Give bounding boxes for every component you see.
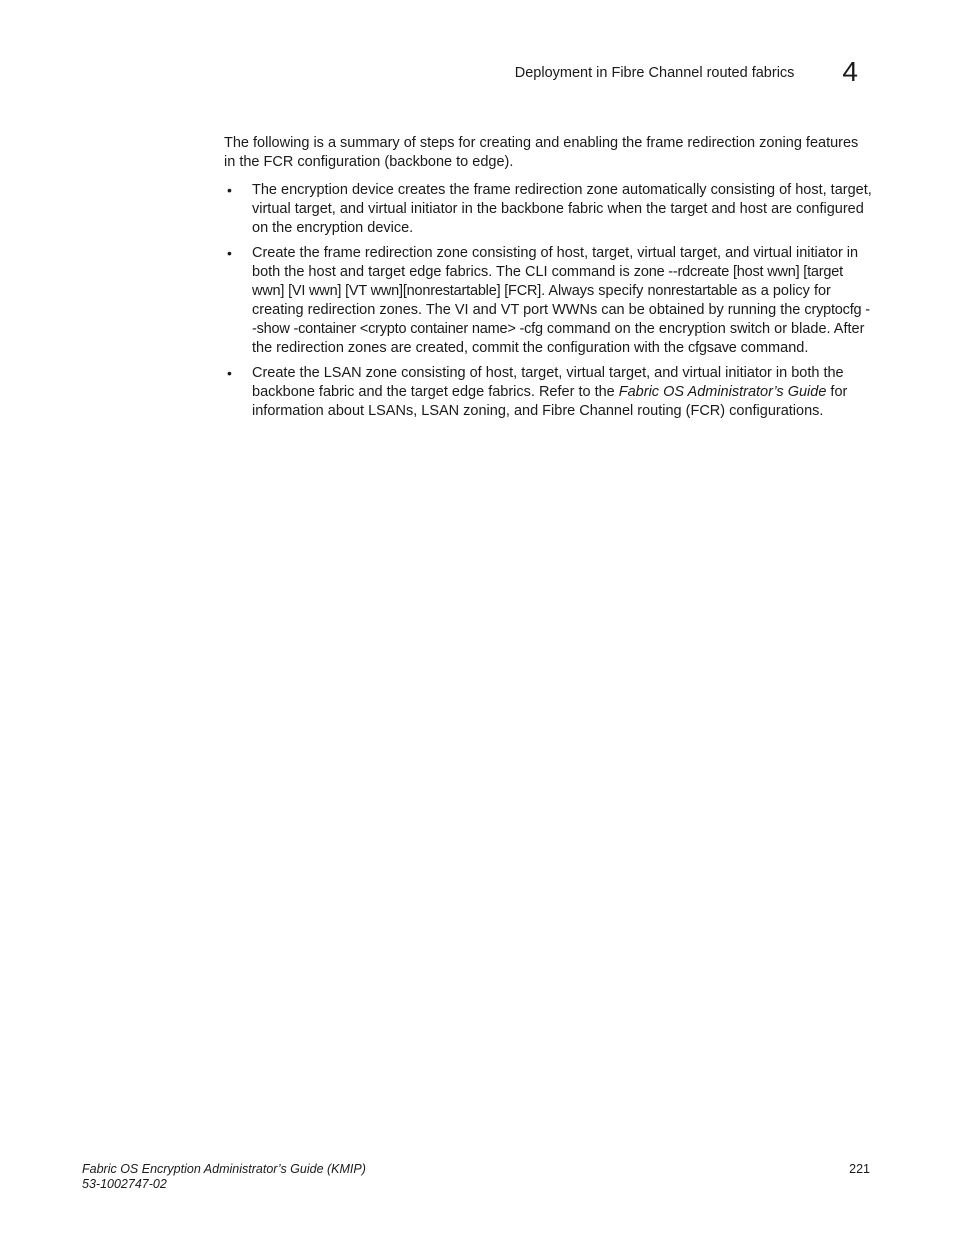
- list-item: [224, 364, 872, 421]
- step-text: for information about LSANs, LSAN zoning, and Fibre Channel routing (FCR) configurations.: [252, 384, 848, 419]
- guide-reference: Fabric OS Administrator’s Guide: [618, 384, 827, 400]
- cfgsave-command: cfgsave: [688, 340, 737, 356]
- step-text: The encryption device creates the frame redirection zone automatically consisting of host, target, virtual target, and virtual initiator in the backbone fabric when the target and host are configured on the encryption device.: [252, 182, 872, 236]
- step-text: Create the frame redirection zone consisting of host, target, virtual target, and virtual initiator in both the host and target edge fabrics. The CLI command is: [252, 245, 859, 280]
- section-title: Deployment in Fibre Channel routed fabrics: [514, 65, 795, 81]
- step-text: command on the encryption switch or blade. After the redirection zones are created, commit the configuration with the: [252, 321, 865, 356]
- step-text: as a policy for creating redirection zones. The VI and VT port WWNs can be obtained by running the: [252, 283, 831, 318]
- step-text: . Always specify: [541, 283, 648, 299]
- running-header: [515, 58, 858, 86]
- bullet-icon: •: [227, 245, 232, 261]
- footer-doc-title: Fabric OS Encryption Administrator’s Guide (KMIP): [82, 1162, 366, 1176]
- bullet-icon: •: [227, 182, 232, 198]
- footer-doc-number: 53-1002747-02: [82, 1177, 167, 1191]
- list-item: [224, 244, 872, 358]
- page-body: [224, 134, 872, 427]
- cryptocfg-show-command: cryptocfg --show -container <crypto container name> -cfg: [252, 302, 870, 337]
- step-text: command.: [736, 340, 809, 356]
- bullet-icon: •: [227, 365, 232, 381]
- zone-rdcreate-command: zone --rdcreate [host wwn] [target wwn] [VI wwn] [VT wwn][nonrestartable] [FCR]: [252, 264, 843, 299]
- list-item: [224, 181, 872, 238]
- steps-list: [224, 181, 872, 421]
- step-text: Create the LSAN zone consisting of host, target, virtual target, and virtual initiator in both the backbone fabric and the target edge fabrics. Refer to the: [252, 365, 844, 400]
- intro-paragraph: The following is a summary of steps for creating and enabling the frame redirection zoning features in the FCR configuration (backbone to edge).: [224, 135, 859, 170]
- page-number: 221: [849, 1162, 870, 1176]
- chapter-number: 4: [842, 56, 858, 87]
- footer-doc-info: [82, 1162, 366, 1192]
- nonrestartable-keyword: nonrestartable: [647, 283, 738, 299]
